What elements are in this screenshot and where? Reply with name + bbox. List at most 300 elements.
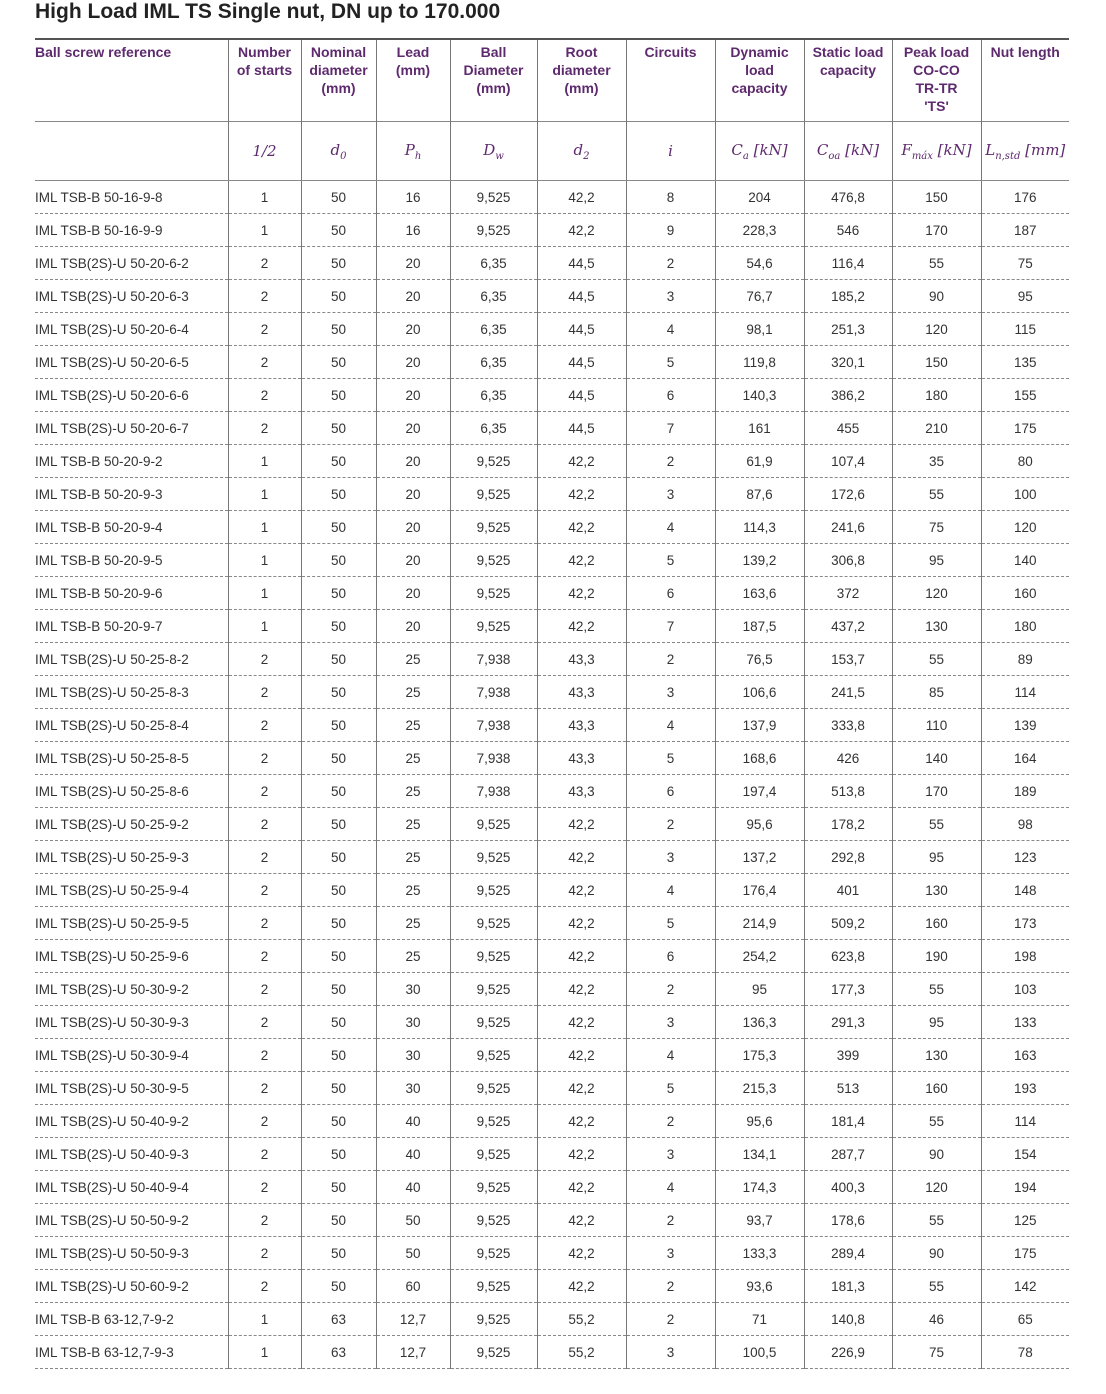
cell-static-load: 181,3 bbox=[804, 1270, 892, 1303]
cell-nut-length: 100 bbox=[981, 478, 1069, 511]
cell-starts: 2 bbox=[228, 1270, 301, 1303]
cell-ball-diameter: 6,35 bbox=[450, 412, 537, 445]
cell-starts: 1 bbox=[228, 1336, 301, 1369]
cell-root-diameter: 42,2 bbox=[537, 1204, 626, 1237]
cell-nominal-diameter: 50 bbox=[301, 709, 376, 742]
cell-circuits: 4 bbox=[626, 1039, 715, 1072]
cell-root-diameter: 42,2 bbox=[537, 973, 626, 1006]
cell-starts: 1 bbox=[228, 214, 301, 247]
cell-root-diameter: 42,2 bbox=[537, 181, 626, 214]
cell-root-diameter: 55,2 bbox=[537, 1303, 626, 1336]
cell-ball-diameter: 9,525 bbox=[450, 841, 537, 874]
header-line: (mm) bbox=[321, 80, 356, 96]
cell-reference: IML TSB(2S)-U 50-20-6-3 bbox=[35, 280, 228, 313]
header-line: TR-TR bbox=[915, 80, 958, 96]
cell-static-load: 455 bbox=[804, 412, 892, 445]
cell-ball-diameter: 9,525 bbox=[450, 1039, 537, 1072]
cell-dynamic-load: 215,3 bbox=[715, 1072, 804, 1105]
cell-starts: 2 bbox=[228, 808, 301, 841]
cell-reference: IML TSB(2S)-U 50-25-8-2 bbox=[35, 643, 228, 676]
cell-nut-length: 114 bbox=[981, 1105, 1069, 1138]
cell-dynamic-load: 76,7 bbox=[715, 280, 804, 313]
cell-ball-diameter: 9,525 bbox=[450, 808, 537, 841]
cell-lead: 16 bbox=[376, 181, 450, 214]
cell-starts: 2 bbox=[228, 973, 301, 1006]
cell-starts: 2 bbox=[228, 1204, 301, 1237]
symbol-starts: 1/2 bbox=[228, 122, 301, 181]
cell-lead: 25 bbox=[376, 676, 450, 709]
cell-static-load: 153,7 bbox=[804, 643, 892, 676]
cell-starts: 2 bbox=[228, 676, 301, 709]
cell-nominal-diameter: 63 bbox=[301, 1336, 376, 1369]
cell-lead: 40 bbox=[376, 1138, 450, 1171]
cell-ball-diameter: 9,525 bbox=[450, 1072, 537, 1105]
cell-nut-length: 155 bbox=[981, 379, 1069, 412]
cell-reference: IML TSB(2S)-U 50-50-9-2 bbox=[35, 1204, 228, 1237]
cell-reference: IML TSB(2S)-U 50-60-9-2 bbox=[35, 1270, 228, 1303]
cell-dynamic-load: 95,6 bbox=[715, 1105, 804, 1138]
cell-reference: IML TSB(2S)-U 50-20-6-2 bbox=[35, 247, 228, 280]
table-row bbox=[35, 1336, 1069, 1369]
cell-nut-length: 164 bbox=[981, 742, 1069, 775]
cell-dynamic-load: 93,6 bbox=[715, 1270, 804, 1303]
table-row bbox=[35, 313, 1069, 346]
cell-nut-length: 180 bbox=[981, 610, 1069, 643]
cell-ball-diameter: 9,525 bbox=[450, 1204, 537, 1237]
cell-static-load: 287,7 bbox=[804, 1138, 892, 1171]
cell-circuits: 3 bbox=[626, 1237, 715, 1270]
header-line: of starts bbox=[236, 62, 293, 78]
cell-root-diameter: 43,3 bbox=[537, 676, 626, 709]
cell-lead: 30 bbox=[376, 973, 450, 1006]
cell-circuits: 5 bbox=[626, 346, 715, 379]
cell-peak-load: 95 bbox=[892, 544, 981, 577]
cell-static-load: 241,6 bbox=[804, 511, 892, 544]
cell-lead: 20 bbox=[376, 346, 450, 379]
cell-peak-load: 55 bbox=[892, 1270, 981, 1303]
cell-reference: IML TSB(2S)-U 50-25-9-5 bbox=[35, 907, 228, 940]
cell-static-load: 185,2 bbox=[804, 280, 892, 313]
table-row bbox=[35, 1237, 1069, 1270]
cell-root-diameter: 42,2 bbox=[537, 1270, 626, 1303]
symbol-nut-length: $L_{n,std}$ [mm] bbox=[981, 122, 1069, 181]
header-line: (mm) bbox=[476, 80, 511, 96]
cell-dynamic-load: 204 bbox=[715, 181, 804, 214]
cell-reference: IML TSB(2S)-U 50-40-9-4 bbox=[35, 1171, 228, 1204]
cell-reference: IML TSB(2S)-U 50-20-6-6 bbox=[35, 379, 228, 412]
cell-dynamic-load: 163,6 bbox=[715, 577, 804, 610]
table-row bbox=[35, 478, 1069, 511]
cell-peak-load: 75 bbox=[892, 511, 981, 544]
cell-root-diameter: 42,2 bbox=[537, 478, 626, 511]
cell-nut-length: 148 bbox=[981, 874, 1069, 907]
header-row bbox=[35, 39, 1069, 122]
cell-reference: IML TSB(2S)-U 50-20-6-4 bbox=[35, 313, 228, 346]
cell-dynamic-load: 139,2 bbox=[715, 544, 804, 577]
header-peak-load bbox=[892, 39, 981, 122]
header-nominal-diameter bbox=[301, 39, 376, 122]
ball-screw-table bbox=[35, 38, 1069, 1369]
cell-reference: IML TSB(2S)-U 50-30-9-2 bbox=[35, 973, 228, 1006]
cell-dynamic-load: 114,3 bbox=[715, 511, 804, 544]
header-lead bbox=[376, 39, 450, 122]
cell-root-diameter: 44,5 bbox=[537, 280, 626, 313]
cell-ball-diameter: 9,525 bbox=[450, 940, 537, 973]
cell-root-diameter: 42,2 bbox=[537, 610, 626, 643]
header-reference bbox=[35, 39, 228, 122]
cell-static-load: 172,6 bbox=[804, 478, 892, 511]
cell-nut-length: 175 bbox=[981, 1237, 1069, 1270]
cell-circuits: 3 bbox=[626, 280, 715, 313]
table-row bbox=[35, 841, 1069, 874]
cell-ball-diameter: 9,525 bbox=[450, 874, 537, 907]
cell-circuits: 2 bbox=[626, 247, 715, 280]
cell-starts: 1 bbox=[228, 511, 301, 544]
cell-reference: IML TSB(2S)-U 50-30-9-5 bbox=[35, 1072, 228, 1105]
cell-static-load: 546 bbox=[804, 214, 892, 247]
cell-starts: 1 bbox=[228, 544, 301, 577]
cell-reference: IML TSB-B 63-12,7-9-2 bbox=[35, 1303, 228, 1336]
cell-starts: 2 bbox=[228, 1171, 301, 1204]
cell-starts: 2 bbox=[228, 775, 301, 808]
cell-nominal-diameter: 50 bbox=[301, 1138, 376, 1171]
cell-root-diameter: 43,3 bbox=[537, 643, 626, 676]
header-root-diameter bbox=[537, 39, 626, 122]
cell-nominal-diameter: 50 bbox=[301, 1072, 376, 1105]
cell-peak-load: 95 bbox=[892, 841, 981, 874]
cell-peak-load: 160 bbox=[892, 907, 981, 940]
table-row bbox=[35, 544, 1069, 577]
cell-circuits: 5 bbox=[626, 1072, 715, 1105]
cell-peak-load: 55 bbox=[892, 808, 981, 841]
header-line: Root diameter bbox=[552, 44, 611, 78]
cell-nominal-diameter: 50 bbox=[301, 676, 376, 709]
cell-dynamic-load: 161 bbox=[715, 412, 804, 445]
cell-starts: 2 bbox=[228, 841, 301, 874]
cell-root-diameter: 44,5 bbox=[537, 247, 626, 280]
symbol-ball-diameter: $D_w$ bbox=[450, 122, 537, 181]
cell-peak-load: 75 bbox=[892, 1336, 981, 1369]
cell-lead: 20 bbox=[376, 610, 450, 643]
cell-circuits: 5 bbox=[626, 742, 715, 775]
cell-root-diameter: 42,2 bbox=[537, 1105, 626, 1138]
cell-starts: 2 bbox=[228, 412, 301, 445]
cell-lead: 25 bbox=[376, 775, 450, 808]
cell-nominal-diameter: 50 bbox=[301, 1171, 376, 1204]
cell-dynamic-load: 134,1 bbox=[715, 1138, 804, 1171]
cell-lead: 25 bbox=[376, 907, 450, 940]
cell-nut-length: 120 bbox=[981, 511, 1069, 544]
cell-nominal-diameter: 50 bbox=[301, 808, 376, 841]
cell-nut-length: 80 bbox=[981, 445, 1069, 478]
header-line: CO-CO bbox=[913, 62, 960, 78]
cell-ball-diameter: 6,35 bbox=[450, 346, 537, 379]
cell-lead: 12,7 bbox=[376, 1303, 450, 1336]
cell-dynamic-load: 137,2 bbox=[715, 841, 804, 874]
cell-dynamic-load: 61,9 bbox=[715, 445, 804, 478]
cell-nut-length: 133 bbox=[981, 1006, 1069, 1039]
cell-starts: 2 bbox=[228, 940, 301, 973]
cell-starts: 2 bbox=[228, 874, 301, 907]
header-line: (mm) bbox=[395, 62, 431, 78]
cell-ball-diameter: 9,525 bbox=[450, 973, 537, 1006]
cell-ball-diameter: 9,525 bbox=[450, 907, 537, 940]
symbol-static-load: $C_{oa}$ [kN] bbox=[804, 122, 892, 181]
cell-reference: IML TSB(2S)-U 50-25-8-3 bbox=[35, 676, 228, 709]
cell-dynamic-load: 137,9 bbox=[715, 709, 804, 742]
cell-ball-diameter: 7,938 bbox=[450, 709, 537, 742]
cell-lead: 20 bbox=[376, 313, 450, 346]
cell-peak-load: 130 bbox=[892, 610, 981, 643]
cell-circuits: 4 bbox=[626, 511, 715, 544]
cell-root-diameter: 43,3 bbox=[537, 742, 626, 775]
cell-root-diameter: 42,2 bbox=[537, 544, 626, 577]
cell-reference: IML TSB-B 50-20-9-3 bbox=[35, 478, 228, 511]
cell-circuits: 5 bbox=[626, 544, 715, 577]
cell-ball-diameter: 9,525 bbox=[450, 478, 537, 511]
cell-peak-load: 120 bbox=[892, 577, 981, 610]
cell-circuits: 7 bbox=[626, 412, 715, 445]
cell-root-diameter: 42,2 bbox=[537, 907, 626, 940]
cell-root-diameter: 43,3 bbox=[537, 775, 626, 808]
cell-nut-length: 163 bbox=[981, 1039, 1069, 1072]
cell-lead: 25 bbox=[376, 808, 450, 841]
cell-dynamic-load: 106,6 bbox=[715, 676, 804, 709]
header-line: Nut length bbox=[990, 44, 1060, 60]
cell-peak-load: 120 bbox=[892, 1171, 981, 1204]
cell-static-load: 401 bbox=[804, 874, 892, 907]
cell-ball-diameter: 6,35 bbox=[450, 247, 537, 280]
cell-static-load: 292,8 bbox=[804, 841, 892, 874]
table-row bbox=[35, 874, 1069, 907]
table-row bbox=[35, 907, 1069, 940]
cell-peak-load: 90 bbox=[892, 1138, 981, 1171]
table-row bbox=[35, 346, 1069, 379]
cell-starts: 1 bbox=[228, 610, 301, 643]
cell-lead: 20 bbox=[376, 280, 450, 313]
cell-reference: IML TSB(2S)-U 50-25-8-4 bbox=[35, 709, 228, 742]
table-row bbox=[35, 940, 1069, 973]
header-line: Nominal bbox=[310, 44, 367, 60]
cell-ball-diameter: 7,938 bbox=[450, 676, 537, 709]
cell-circuits: 6 bbox=[626, 577, 715, 610]
cell-static-load: 306,8 bbox=[804, 544, 892, 577]
cell-starts: 2 bbox=[228, 346, 301, 379]
cell-starts: 2 bbox=[228, 709, 301, 742]
cell-dynamic-load: 95 bbox=[715, 973, 804, 1006]
cell-dynamic-load: 119,8 bbox=[715, 346, 804, 379]
cell-root-diameter: 42,2 bbox=[537, 940, 626, 973]
table-row bbox=[35, 709, 1069, 742]
cell-peak-load: 55 bbox=[892, 1204, 981, 1237]
cell-nut-length: 194 bbox=[981, 1171, 1069, 1204]
header-line: capacity bbox=[731, 80, 788, 96]
header-line: Static load bbox=[812, 44, 884, 60]
cell-reference: IML TSB(2S)-U 50-25-8-5 bbox=[35, 742, 228, 775]
cell-dynamic-load: 140,3 bbox=[715, 379, 804, 412]
cell-nut-length: 65 bbox=[981, 1303, 1069, 1336]
cell-nominal-diameter: 50 bbox=[301, 940, 376, 973]
cell-reference: IML TSB(2S)-U 50-25-9-4 bbox=[35, 874, 228, 907]
cell-nut-length: 103 bbox=[981, 973, 1069, 1006]
cell-nut-length: 135 bbox=[981, 346, 1069, 379]
cell-peak-load: 180 bbox=[892, 379, 981, 412]
cell-nominal-diameter: 50 bbox=[301, 412, 376, 445]
cell-static-load: 251,3 bbox=[804, 313, 892, 346]
cell-nominal-diameter: 50 bbox=[301, 907, 376, 940]
cell-reference: IML TSB-B 50-16-9-8 bbox=[35, 181, 228, 214]
cell-peak-load: 85 bbox=[892, 676, 981, 709]
cell-peak-load: 120 bbox=[892, 313, 981, 346]
page-title: High Load IML TS Single nut, DN up to 170.000 bbox=[35, 0, 501, 23]
cell-nominal-diameter: 50 bbox=[301, 1237, 376, 1270]
cell-peak-load: 170 bbox=[892, 775, 981, 808]
cell-nominal-diameter: 50 bbox=[301, 577, 376, 610]
header-line: Circuits bbox=[644, 44, 697, 60]
cell-lead: 20 bbox=[376, 544, 450, 577]
cell-circuits: 3 bbox=[626, 478, 715, 511]
table-row bbox=[35, 610, 1069, 643]
cell-nominal-diameter: 50 bbox=[301, 1006, 376, 1039]
cell-lead: 25 bbox=[376, 874, 450, 907]
cell-nominal-diameter: 50 bbox=[301, 1204, 376, 1237]
cell-dynamic-load: 214,9 bbox=[715, 907, 804, 940]
cell-static-load: 437,2 bbox=[804, 610, 892, 643]
header-line: (mm) bbox=[564, 80, 599, 96]
cell-ball-diameter: 7,938 bbox=[450, 742, 537, 775]
cell-nominal-diameter: 50 bbox=[301, 445, 376, 478]
symbol-root-diameter: $d_2$ bbox=[537, 122, 626, 181]
cell-nominal-diameter: 50 bbox=[301, 379, 376, 412]
cell-lead: 25 bbox=[376, 841, 450, 874]
cell-static-load: 399 bbox=[804, 1039, 892, 1072]
cell-nut-length: 189 bbox=[981, 775, 1069, 808]
cell-dynamic-load: 133,3 bbox=[715, 1237, 804, 1270]
cell-nut-length: 193 bbox=[981, 1072, 1069, 1105]
cell-starts: 1 bbox=[228, 181, 301, 214]
table-row bbox=[35, 445, 1069, 478]
cell-peak-load: 130 bbox=[892, 874, 981, 907]
cell-root-diameter: 42,2 bbox=[537, 1171, 626, 1204]
cell-peak-load: 90 bbox=[892, 1237, 981, 1270]
cell-static-load: 623,8 bbox=[804, 940, 892, 973]
table-row bbox=[35, 775, 1069, 808]
table-row bbox=[35, 379, 1069, 412]
cell-root-diameter: 55,2 bbox=[537, 1336, 626, 1369]
cell-reference: IML TSB(2S)-U 50-40-9-3 bbox=[35, 1138, 228, 1171]
cell-peak-load: 55 bbox=[892, 1105, 981, 1138]
cell-static-load: 320,1 bbox=[804, 346, 892, 379]
table-row bbox=[35, 247, 1069, 280]
cell-circuits: 3 bbox=[626, 1336, 715, 1369]
cell-nominal-diameter: 50 bbox=[301, 181, 376, 214]
symbol-nominal-diameter: $d_0$ bbox=[301, 122, 376, 181]
symbol-dynamic-load: $C_a$ [kN] bbox=[715, 122, 804, 181]
cell-nut-length: 175 bbox=[981, 412, 1069, 445]
cell-reference: IML TSB(2S)-U 50-20-6-7 bbox=[35, 412, 228, 445]
table-row bbox=[35, 643, 1069, 676]
cell-ball-diameter: 9,525 bbox=[450, 1303, 537, 1336]
cell-static-load: 289,4 bbox=[804, 1237, 892, 1270]
cell-nominal-diameter: 50 bbox=[301, 1039, 376, 1072]
cell-lead: 20 bbox=[376, 379, 450, 412]
cell-peak-load: 90 bbox=[892, 280, 981, 313]
table-row bbox=[35, 214, 1069, 247]
table-row bbox=[35, 742, 1069, 775]
symbol-lead: $P_h$ bbox=[376, 122, 450, 181]
cell-static-load: 107,4 bbox=[804, 445, 892, 478]
cell-ball-diameter: 9,525 bbox=[450, 1006, 537, 1039]
cell-dynamic-load: 254,2 bbox=[715, 940, 804, 973]
table-row bbox=[35, 577, 1069, 610]
header-line: Lead bbox=[396, 44, 430, 60]
header-line: Peak load bbox=[903, 44, 970, 60]
cell-circuits: 4 bbox=[626, 313, 715, 346]
cell-lead: 16 bbox=[376, 214, 450, 247]
cell-ball-diameter: 9,525 bbox=[450, 445, 537, 478]
cell-circuits: 2 bbox=[626, 1204, 715, 1237]
header-line: 'TS' bbox=[924, 98, 949, 114]
cell-ball-diameter: 9,525 bbox=[450, 577, 537, 610]
cell-static-load: 513 bbox=[804, 1072, 892, 1105]
cell-nut-length: 139 bbox=[981, 709, 1069, 742]
cell-static-load: 140,8 bbox=[804, 1303, 892, 1336]
cell-dynamic-load: 100,5 bbox=[715, 1336, 804, 1369]
cell-nut-length: 154 bbox=[981, 1138, 1069, 1171]
cell-static-load: 226,9 bbox=[804, 1336, 892, 1369]
table-row bbox=[35, 181, 1069, 214]
cell-nominal-diameter: 50 bbox=[301, 511, 376, 544]
symbol-cell-reference bbox=[35, 122, 228, 181]
cell-ball-diameter: 9,525 bbox=[450, 1270, 537, 1303]
cell-ball-diameter: 9,525 bbox=[450, 1138, 537, 1171]
cell-root-diameter: 42,2 bbox=[537, 808, 626, 841]
cell-nut-length: 89 bbox=[981, 643, 1069, 676]
cell-dynamic-load: 98,1 bbox=[715, 313, 804, 346]
cell-reference: IML TSB-B 50-20-9-6 bbox=[35, 577, 228, 610]
cell-dynamic-load: 136,3 bbox=[715, 1006, 804, 1039]
cell-nominal-diameter: 50 bbox=[301, 313, 376, 346]
cell-lead: 25 bbox=[376, 742, 450, 775]
cell-peak-load: 210 bbox=[892, 412, 981, 445]
cell-reference: IML TSB(2S)-U 50-25-9-3 bbox=[35, 841, 228, 874]
cell-circuits: 5 bbox=[626, 907, 715, 940]
cell-starts: 2 bbox=[228, 1072, 301, 1105]
symbol-circuits: i bbox=[626, 122, 715, 181]
cell-nut-length: 198 bbox=[981, 940, 1069, 973]
cell-lead: 20 bbox=[376, 511, 450, 544]
cell-dynamic-load: 95,6 bbox=[715, 808, 804, 841]
cell-static-load: 178,2 bbox=[804, 808, 892, 841]
table-body bbox=[35, 181, 1069, 1369]
cell-peak-load: 55 bbox=[892, 643, 981, 676]
cell-lead: 30 bbox=[376, 1006, 450, 1039]
table-row bbox=[35, 1072, 1069, 1105]
cell-nominal-diameter: 50 bbox=[301, 1105, 376, 1138]
cell-ball-diameter: 6,35 bbox=[450, 280, 537, 313]
cell-lead: 25 bbox=[376, 940, 450, 973]
cell-lead: 20 bbox=[376, 445, 450, 478]
cell-starts: 2 bbox=[228, 907, 301, 940]
cell-ball-diameter: 9,525 bbox=[450, 511, 537, 544]
cell-static-load: 177,3 bbox=[804, 973, 892, 1006]
cell-peak-load: 95 bbox=[892, 1006, 981, 1039]
cell-ball-diameter: 6,35 bbox=[450, 379, 537, 412]
cell-nut-length: 176 bbox=[981, 181, 1069, 214]
cell-lead: 30 bbox=[376, 1039, 450, 1072]
symbol-peak-load: $F_{máx}$ [kN] bbox=[892, 122, 981, 181]
cell-nut-length: 114 bbox=[981, 676, 1069, 709]
